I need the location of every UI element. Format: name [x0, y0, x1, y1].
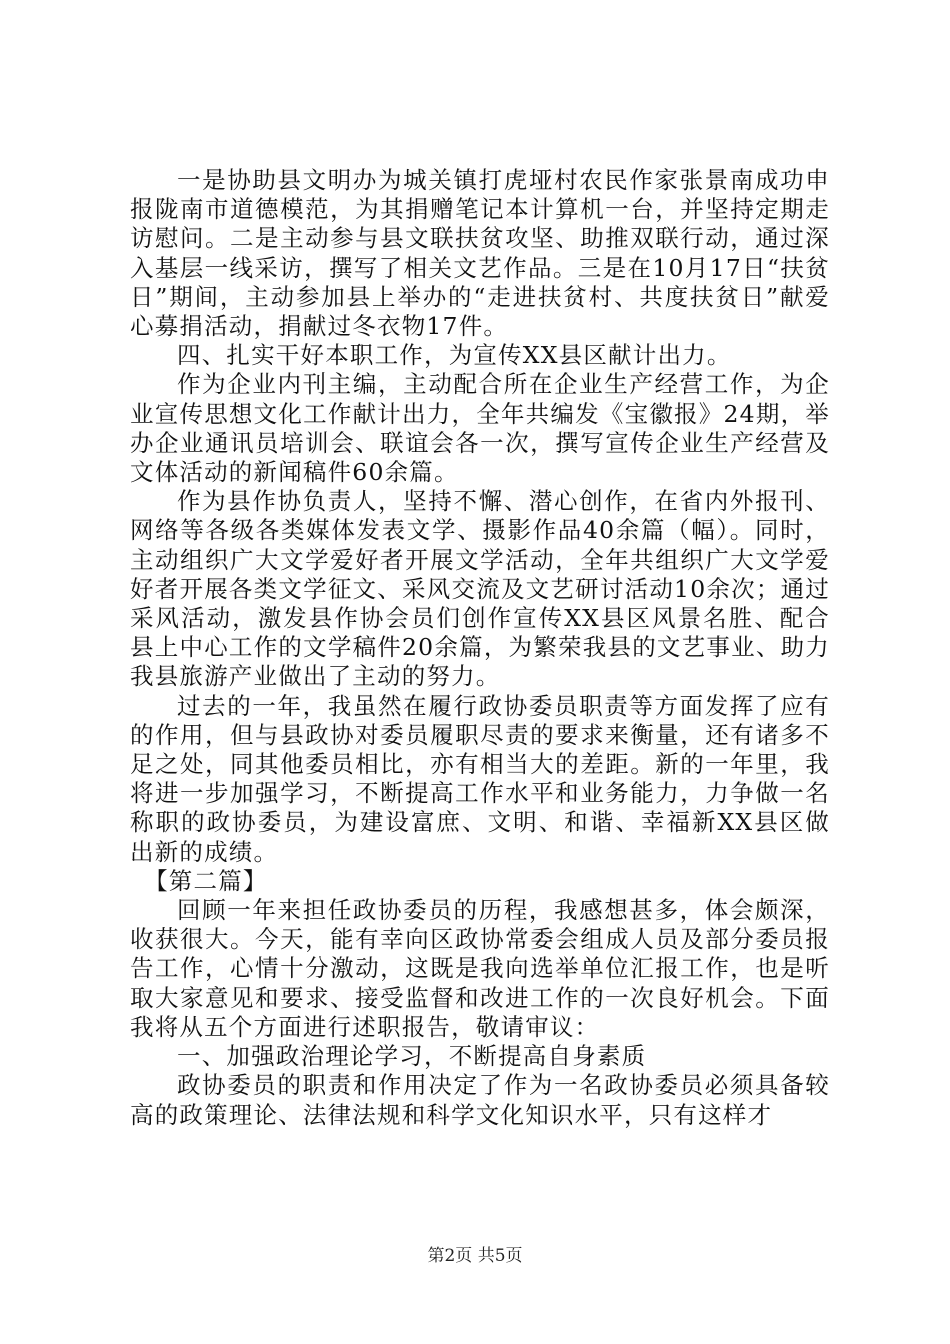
- paragraph-poverty-relief: 一是协助县文明办为城关镇打虎垭村农民作家张景南成功申报陇南市道德模范，为其捐赠笔记本计算机一台，并坚持定期走访慰问。二是主动参与县文联扶贫攻坚、助推双联行动，通过深入基层一线采访，撰写了相关文艺作品。三是在10月17日“扶贫日”期间，主动参加县上举办的“走进扶贫村、共度扶贫日”献爱心募捐活动，捐献过冬衣物17件。: [130, 166, 830, 341]
- paragraph-writers-association: 作为县作协负责人，坚持不懈、潜心创作，在省内外报刊、网络等各级各类媒体发表文学、摄影作品40余篇（幅）。同时，主动组织广大文学爱好者开展文学活动，全年共组织广大文学爱好者开展各类文学征文、采风交流及文艺研讨活动10余次；通过采风活动，激发县作协会员们创作宣传XX县区风景名胜、配合县上中心工作的文学稿件20余篇，为繁荣我县的文艺事业、助力我县旅游产业做出了主动的努力。: [130, 487, 830, 691]
- paragraph-summary: 过去的一年，我虽然在履行政协委员职责等方面发挥了应有的作用，但与县政协对委员履职尽责的要求来衡量，还有诸多不足之处，同其他委员相比，亦有相当大的差距。新的一年里，我将进一步加强学习，不断提高工作水平和业务能力，力争做一名称职的政协委员，为建设富庶、文明、和谐、幸福新XX县区做出新的成绩。: [130, 691, 830, 866]
- paragraph-member-duties: 政协委员的职责和作用决定了作为一名政协委员必须具备较高的政策理论、法律法规和科学文化知识水平，只有这样才: [130, 1071, 830, 1129]
- document-body: [130, 166, 830, 1130]
- page-number-footer: 第2页 共5页: [427, 1246, 523, 1266]
- section-heading-four: 四、扎实干好本职工作，为宣传XX县区献计出力。: [177, 341, 732, 370]
- section-heading-one: 一、加强政治理论学习，不断提高自身素质: [177, 1042, 647, 1071]
- part-two-heading: 【第二篇】: [144, 866, 268, 895]
- paragraph-magazine-editor: 作为企业内刊主编，主动配合所在企业生产经营工作，为企业宣传思想文化工作献计出力，全年共编发《宝徽报》24期，举办企业通讯员培训会、联谊会各一次，撰写宣传企业生产经营及文体活动的新闻稿件60余篇。: [130, 370, 830, 487]
- paragraph-review: 回顾一年来担任政协委员的历程，我感想甚多，体会颇深，收获很大。今天，能有幸向区政协常委会组成人员及部分委员报告工作，心情十分激动，这既是我向选举单位汇报工作，也是听取大家意见和要求、接受监督和改进工作的一次良好机会。下面我将从五个方面进行述职报告，敬请审议：: [130, 896, 830, 1041]
